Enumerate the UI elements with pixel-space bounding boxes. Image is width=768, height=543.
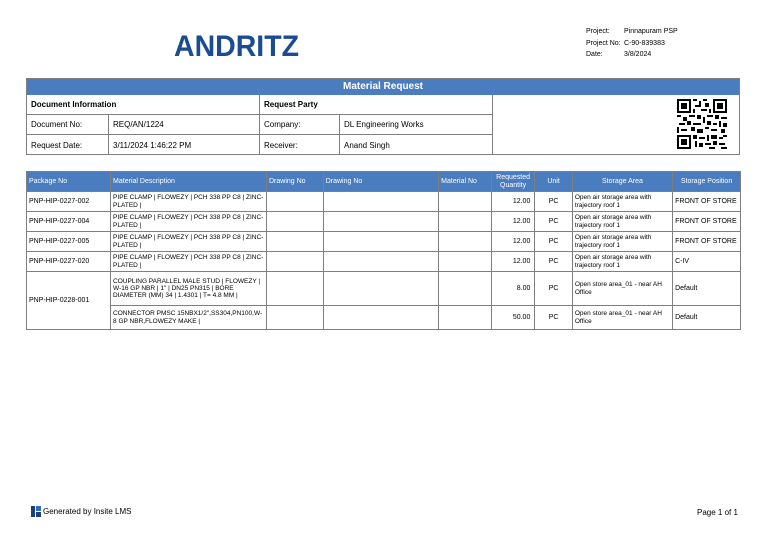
material-description: CONNECTOR PMSC 15NBX1/2",SS304,PN100,W-8 GP NBR,FLOWEZY MAKE |: [111, 306, 267, 330]
header-drawing-no: Drawing No: [267, 172, 324, 192]
unit: PC: [535, 306, 572, 330]
material-request-block: [26, 78, 740, 155]
storage-area: Open air storage area with trajectory roof 1: [572, 252, 672, 272]
material-description: PIPE CLAMP | FLOWEZY | PCH 338 PP C8 | ZINC-PLATED |: [111, 212, 267, 232]
storage-position: C-IV: [673, 252, 741, 272]
drawing-no: [267, 272, 324, 306]
material-no: [439, 252, 492, 272]
storage-position: FRONT OF STORE: [673, 212, 741, 232]
unit: PC: [535, 192, 572, 212]
material-description: PIPE CLAMP | FLOWEZY | PCH 338 PP C8 | ZINC-PLATED |: [111, 252, 267, 272]
generated-by-text: Generated by Insite LMS: [43, 507, 132, 516]
insite-logo-icon: [31, 506, 41, 517]
package-no: PNP-HIP-0228-001: [27, 272, 111, 330]
material-items-table: [26, 171, 741, 330]
material-no: [439, 212, 492, 232]
request-party-heading: Request Party: [260, 95, 493, 115]
header-storage-area: Storage Area: [572, 172, 672, 192]
package-no: PNP-HIP-0227-020: [27, 252, 111, 272]
qr-code: [677, 99, 727, 149]
header-storage-position: Storage Position: [673, 172, 741, 192]
drawing-no-2: [323, 212, 438, 232]
storage-area: Open air storage area with trajectory roof 1: [572, 192, 672, 212]
package-no: PNP-HIP-0227-002: [27, 192, 111, 212]
document-no-value: REQ/AN/1224: [109, 115, 260, 135]
header-requested-quantity: Requested Quantity: [491, 172, 535, 192]
unit: PC: [535, 252, 572, 272]
drawing-no: [267, 212, 324, 232]
andritz-logo: [174, 31, 299, 59]
storage-position: Default: [673, 306, 741, 330]
requested-quantity: 8.00: [491, 272, 535, 306]
storage-area: Open store area_01 - near AH Office: [572, 272, 672, 306]
request-date-value: 3/11/2024 1:46:22 PM: [109, 135, 260, 155]
page-number: Page 1 of 1: [697, 508, 738, 517]
document-no-label: Document No:: [27, 115, 109, 135]
unit: PC: [535, 232, 572, 252]
header-material-description: Material Description: [111, 172, 267, 192]
storage-position: FRONT OF STORE: [673, 192, 741, 212]
date-label: Date:: [586, 51, 603, 58]
drawing-no: [267, 192, 324, 212]
unit: PC: [535, 272, 572, 306]
requested-quantity: 12.00: [491, 232, 535, 252]
material-request-title: Material Request: [27, 79, 739, 95]
storage-area: Open air storage area with trajectory roof 1: [572, 232, 672, 252]
company-value: DL Engineering Works: [340, 115, 493, 135]
package-no: PNP-HIP-0227-005: [27, 232, 111, 252]
unit: PC: [535, 212, 572, 232]
drawing-no: [267, 232, 324, 252]
project-info: [586, 26, 678, 61]
date-row: [586, 49, 678, 61]
material-no: [439, 272, 492, 306]
company-label: Company:: [260, 115, 340, 135]
table-row: [27, 272, 741, 306]
project-no-row: [586, 38, 678, 50]
requested-quantity: 12.00: [491, 192, 535, 212]
material-description: PIPE CLAMP | FLOWEZY | PCH 338 PP C8 | ZINC-PLATED |: [111, 192, 267, 212]
material-no: [439, 192, 492, 212]
drawing-no-2: [323, 252, 438, 272]
requested-quantity: 12.00: [491, 252, 535, 272]
project-row: [586, 26, 678, 38]
material-no: [439, 232, 492, 252]
table-row: [27, 306, 741, 330]
material-description: COUPLING PARALLEL MALE STUD | FLOWEZY | W-16 GP NBR | 1" | DN25 PN315 | BORE DIAMETER (MM) 34 | 1.4301 | T= 4.8 MM |: [111, 272, 267, 306]
material-description: PIPE CLAMP | FLOWEZY | PCH 338 PP C8 | ZINC-PLATED |: [111, 232, 267, 252]
requested-quantity: 12.00: [491, 212, 535, 232]
project-value: Pinnapuram PSP: [624, 28, 678, 35]
header-unit: Unit: [535, 172, 572, 192]
drawing-no-2: [323, 272, 438, 306]
table-row: [27, 212, 741, 232]
receiver-value: Anand Singh: [340, 135, 493, 155]
document-information-heading: Document Information: [27, 95, 260, 115]
storage-area: Open store area_01 - near AH Office: [572, 306, 672, 330]
project-label: Project:: [586, 28, 610, 35]
storage-position: Default: [673, 272, 741, 306]
project-no-label: Project No:: [586, 39, 621, 47]
table-row: [27, 192, 741, 212]
generated-by: [31, 506, 132, 517]
logo-text: ANDRITZ: [174, 31, 299, 59]
drawing-no: [267, 252, 324, 272]
header-material-no: Material No: [439, 172, 492, 192]
drawing-no: [267, 306, 324, 330]
project-no-value: C-90-839383: [624, 39, 665, 47]
table-row: [27, 252, 741, 272]
date-value: 3/8/2024: [624, 51, 652, 58]
table-header-row: [27, 172, 741, 192]
storage-area: Open air storage area with trajectory roof 1: [572, 212, 672, 232]
package-no: PNP-HIP-0227-004: [27, 212, 111, 232]
drawing-no-2: [323, 192, 438, 212]
material-no: [439, 306, 492, 330]
table-row: [27, 232, 741, 252]
drawing-no-2: [323, 232, 438, 252]
drawing-no-2: [323, 306, 438, 330]
receiver-label: Receiver:: [260, 135, 340, 155]
header-drawing-no-2: Drawing No: [323, 172, 438, 192]
request-date-label: Request Date:: [27, 135, 109, 155]
storage-position: FRONT OF STORE: [673, 232, 741, 252]
header-package-no: Package No: [27, 172, 111, 192]
requested-quantity: 50.00: [491, 306, 535, 330]
